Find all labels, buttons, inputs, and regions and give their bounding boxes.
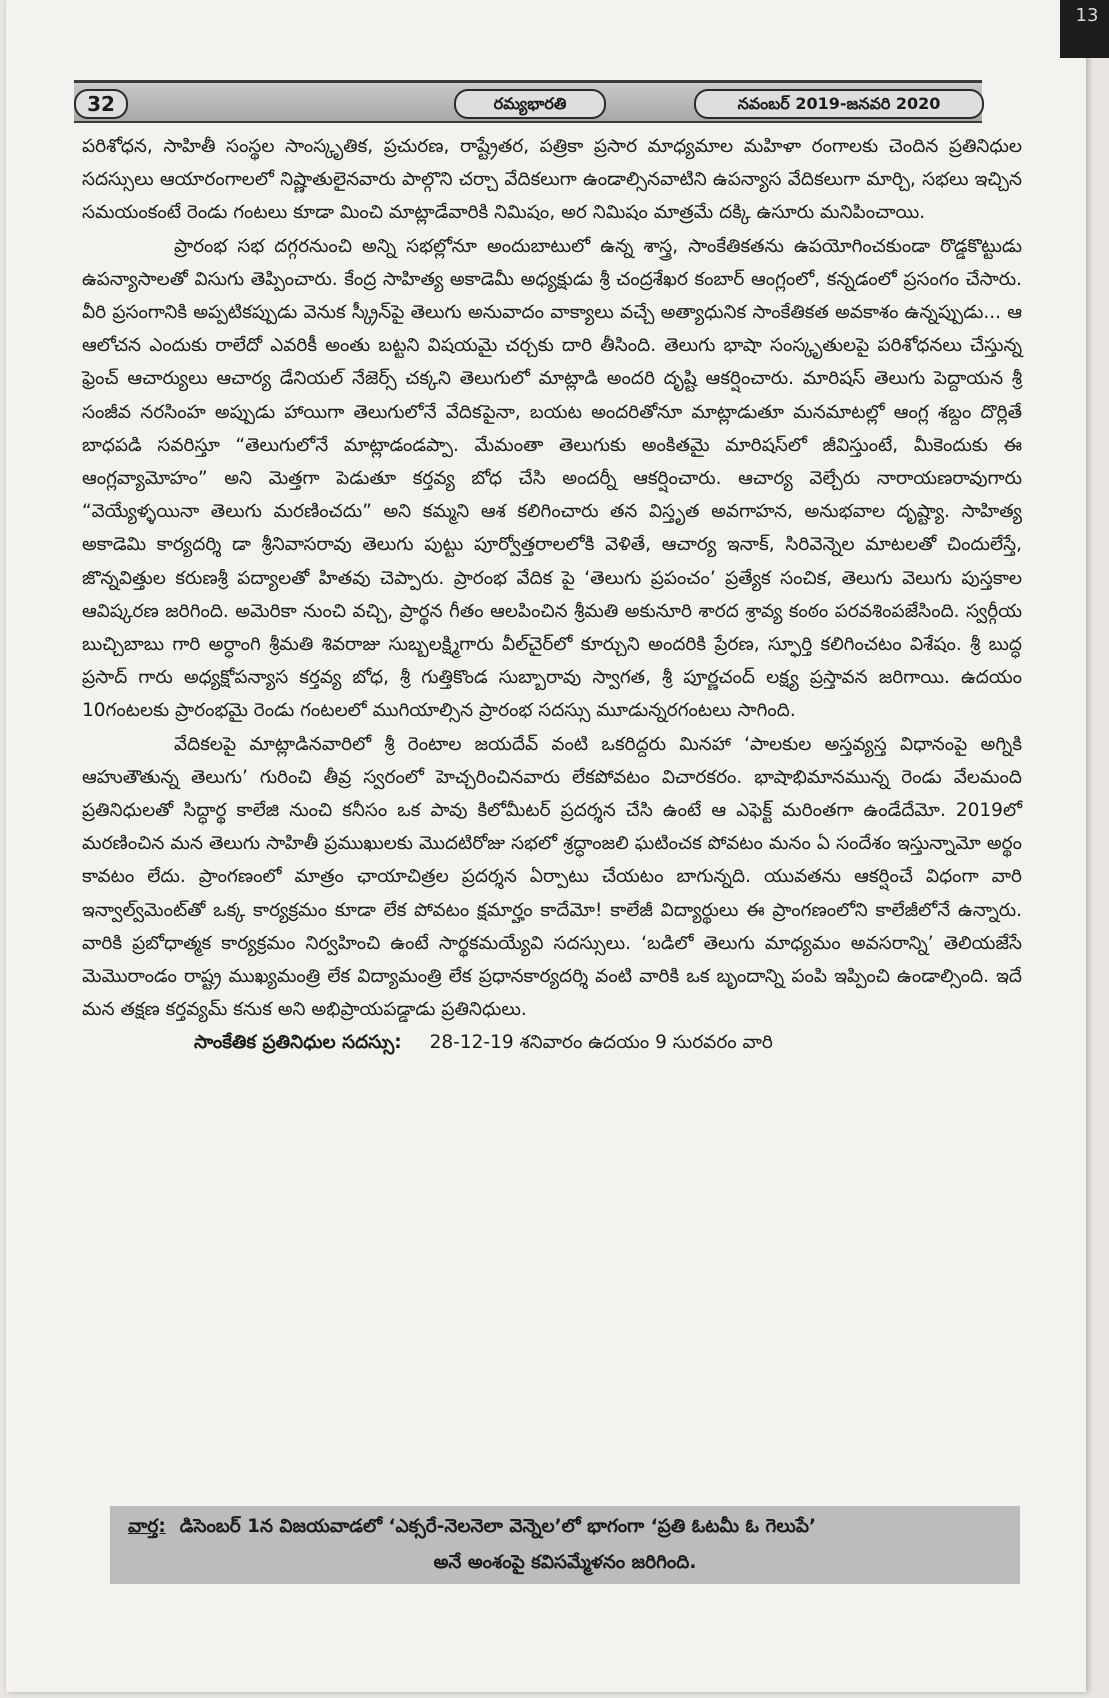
section-label: సాంకేతిక ప్రతినిధుల సదస్సు: [194, 1032, 402, 1054]
news-note-line2: అనే అంశంపై కవిసమ్మేళనం జరిగింది. [433, 1552, 697, 1573]
news-note-line1: డిసెంబర్ 1న విజయవాడలో ‘ఎక్సరే-నెలనెలా వెన్నెల’లో భాగంగా ‘ప్రతి ఓటమీ ఓ గెలుపే’ [179, 1516, 816, 1537]
article-body [82, 130, 1022, 1060]
magazine-page [6, 0, 1099, 1692]
news-note-label: వార్త: [128, 1516, 166, 1537]
issue-date: నవంబర్ 2019-జనవరి 2020 [694, 89, 984, 119]
paragraph-2: ప్రారంభ సభ దగ్గరనుంచి అన్ని సభల్లోనూ అందుబాటులో ఉన్న శాస్త్ర, సాంకేతికతను ఉపయోగించకుండా రొడ్డకొట్టుడు ఉపన్యాసాలతో విసుగు తెప్పించారు. కేంద్ర సాహిత్య అకాడెమీ అధ్యక్షుడు శ్రీ చంద్రశేఖర కంబార్ ఆంగ్లంలో, కన్నడంలో ప్రసంగం చేసారు. వీరి ప్రసంగానికి అప్పటికప్పుడు వెనుక స్క్రీన్‌పై తెలుగు అనువాదం వాక్యాలు వచ్చే అత్యాధునిక సాంకేతికత అవకాశం ఉన్నప్పుడు... ఆ ఆలోచన ఎందుకు రాలేదో ఎవరికీ అంతు బట్టని విషయమై చర్చకు దారి తీసింది. తెలుగు భాషా సంస్కృతులపై పరిశోధనలు చేస్తున్న ఫ్రెంచ్ ఆచార్యులు ఆచార్య డేనియల్ నేజెర్స్ చక్కని తెలుగులో మాట్లాడి అందరి దృష్టి ఆకర్షించారు. మారిషస్ తెలుగు పెద్దాయన శ్రీ సంజీవ నరసింహ అప్పుడు హాయిగా తెలుగులోనే వేదికపైనా, బయట అందరితోనూ మాట్లాడుతూ మనమాటల్లో ఆంగ్ల శబ్దం దొర్లితే బాధపడి సవరిస్తూ “తెలుగులోనే మాట్లాడండప్పా. మేమంతా తెలుగుకు అంకితమై మారిషస్‌లో జీవిస్తుంటే, మీకెందుకు ఈ ఆంగ్లవ్యామోహం” అని మెత్తగా పెడుతూ కర్తవ్య బోధ చేసి అందర్నీ ఆకర్షించారు. ఆచార్య వెల్చేరు నారాయణరావుగారు “వెయ్యేళ్ళయినా తెలుగు మరణించదు” అని కమ్మని ఆశ కలిగించారు తన విస్తృత అవగాహన, అనుభవాల దృష్ట్యా. సాహిత్య అకాడెమి కార్యదర్శి డా శ్రీనివాసరావు తెలుగు పుట్టు పూర్వోత్తరాలలోకి వెళితే, ఆచార్య ఇనాక్, సిరివెన్నెల మాటలతో చిందులేస్తే, జొన్నవిత్తుల కరుణశ్రీ పద్యాలతో హితవు చెప్పారు. ప్రారంభ వేదిక పై ‘తెలుగు ప్రపంచం’ ప్రత్యేక సంచిక, తెలుగు వెలుగు పుస్తకాల ఆవిష్కరణ జరిగింది. అమెరికా నుంచి వచ్చి, ప్రార్థన గీతం ఆలపించిన శ్రీమతి అకునూరి శారద శ్రావ్య కంఠం పరవశింపజేసింది. స్వర్గీయ బుచ్చిబాబు గారి అర్ధాంగి శ్రీమతి శివరాజు సుబ్బలక్ష్మిగారు వీల్‌చైర్‌లో కూర్చుని అందరికి ప్రేరణ, స్ఫూర్తి కలిగించటం విశేషం. శ్రీ బుద్ధ ప్రసాద్ గారు అధ్యక్షోపన్యాస కర్తవ్య బోధ, శ్రీ గుత్తికొండ సుబ్బారావు స్వాగత, శ్రీ పూర్ణచంద్ లక్ష్య ప్రస్తావన జరిగాయి. ఉదయం 10గంటలకు ప్రారంభమై రెండు గంటలలో ముగియాల్సిన ప్రారంభ సదస్సు మూడున్నరగంటలు సాగింది. [82, 235, 1022, 722]
section-text: 28-12-19 శనివారం ఉదయం 9 సురవరం వారి [429, 1032, 773, 1054]
page-header [74, 80, 982, 123]
magazine-name: రమ్యభారతి [454, 89, 606, 119]
paragraph-3: వేదికలపై మాట్లాడినవారిలో శ్రీ రెంటాల జయదేవ్ వంటి ఒకరిద్దరు మినహా ‘పాలకుల అస్తవ్యస్త విధానంపై అగ్నికి ఆహుతౌతున్న తెలుగు’ గురించి తీవ్ర స్వరంలో హెచ్చరించినవారు లేకపోవటం విచారకరం. భాషాభిమానమున్న రెండు వేలమంది ప్రతినిధులతో సిద్ధార్థ కాలేజి నుంచి కనీసం ఒక పావు కిలోమీటర్ ప్రదర్శన చేసి ఉంటే ఆ ఎఫెక్ట్ మరింతగా ఉండేదేమో. 2019లో మరణించిన మన తెలుగు సాహితీ ప్రముఖులకు మొదటిరోజు సభలో శ్రద్ధాంజలి ఘటించక పోవటం మనం ఏ సందేశం ఇస్తున్నామో అర్థం కావటం లేదు. ప్రాంగణంలో మాత్రం ఛాయాచిత్రల ప్రదర్శన ఏర్పాటు చేయటం బాగున్నది. యువతను ఆకర్షించే విధంగా వారి ఇన్వాల్వ్‌మెంట్‌తో ఒక్క కార్యక్రమం కూడా లేక పోవటం క్షమార్హం కాదేమో! కాలేజీ విద్యార్థులు ఈ ప్రాంగణంలోని కాలేజీలోనే ఉన్నారు. వారికి ప్రబోధాత్మక కార్యక్రమం నిర్వహించి ఉంటే సార్థకమయ్యేవి సదస్సులు. ‘బడిలో తెలుగు మాధ్యమం అవసరాన్ని’ తెలియజేసే మెమొరాండం రాష్ట్ర ముఖ్యమంత్రి లేక విద్యామంత్రి లేక ప్రధానకార్యదర్శి వంటి వారికి ఒక బృందాన్ని పంపి ఇప్పించి ఉండాల్సింది. ఇదే మన తక్షణ కర్తవ్యమ్ కనుక అని అభిప్రాయపడ్డాడు ప్రతినిధులు. [82, 733, 1022, 1021]
page-number: 32 [74, 89, 128, 119]
paragraph-1: పరిశోధన, సాహితీ సంస్థల సాంస్కృతిక, ప్రచురణ, రాష్ట్రేతర, పత్రికా ప్రసార మాధ్యమాల మహిళా రంగాలకు చెందిన ప్రతినిధుల సదస్సులు ఆయారంగాలలో నిష్ణాతులైనవారు పాల్గొని చర్చా వేదికలుగా ఉండాల్సినవాటిని ఉపన్యాస వేదికలుగా మార్చి, సభలు ఇచ్చిన సమయంకంటే రెండు గంటలు కూడా మించి మాట్లాడేవారికి నిమిషం, అర నిమిషం మాత్రమే దక్కి ఉసూరు మనిపించాయి. [82, 136, 1022, 224]
section-heading-line [82, 1026, 1022, 1059]
news-note-box [110, 1506, 1020, 1584]
corner-page-tab: 13 [1060, 0, 1109, 58]
